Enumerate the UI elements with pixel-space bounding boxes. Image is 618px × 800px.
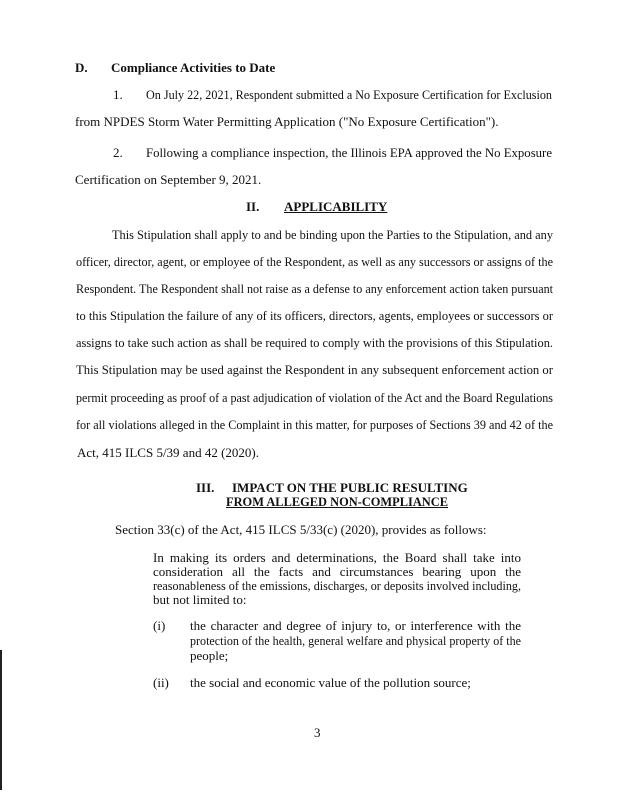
paragraph-line: Act, 415 ILCS 5/39 and 42 (2020). [77, 445, 259, 460]
quote-line: protection of the health, general welfare and physical property of the [190, 633, 521, 648]
paragraph-line: from NPDES Storm Water Permitting Application ("No Exposure Certification"). [75, 114, 499, 129]
paragraph-line: officer, director, agent, or employee of the Respondent, as well as any successors or assigns of the [76, 254, 553, 269]
quote-line: the character and degree of injury to, or interference with the [190, 618, 521, 633]
paragraph-line: Certification on September 9, 2021. [75, 172, 262, 187]
page-number: 3 [314, 725, 321, 740]
paragraph-line: for all violations alleged in the Complaint in this matter, for purposes of Sections 39 and 42 of the [76, 417, 553, 432]
paragraph-line: Section 33(c) of the Act, 415 ILCS 5/33(c) (2020), provides as follows: [115, 522, 487, 537]
quote-line: the social and economic value of the pollution source; [190, 675, 471, 690]
paragraph-line: On July 22, 2021, Respondent submitted a No Exposure Certification for Exclusion [146, 87, 552, 102]
section-heading: FROM ALLEGED NON-COMPLIANCE [226, 494, 448, 509]
paragraph-line: assigns to take such action as shall be required to comply with the provisions of this Stipulation. [76, 335, 553, 350]
section-heading: Compliance Activities to Date [111, 60, 276, 75]
scan-edge-mark [0, 650, 2, 790]
paragraph-line: Respondent. The Respondent shall not raise as a defense to any enforcement action taken pursuant [76, 281, 553, 296]
paragraph-line: to this Stipulation the failure of any of its officers, directors, agents, employees or successors or [76, 308, 553, 323]
item-number: 1. [113, 87, 123, 102]
quote-line: reasonableness of the emissions, discharges, or deposits involved including, [153, 578, 521, 593]
section-letter: D. [75, 60, 88, 75]
paragraph-line: This Stipulation shall apply to and be binding upon the Parties to the Stipulation, and any [112, 227, 553, 242]
section-heading: APPLICABILITY [284, 199, 388, 214]
quote-line: In making its orders and determinations, the Board shall take into [153, 550, 521, 565]
quote-line: but not limited to: [153, 592, 247, 607]
paragraph-line: This Stipulation may be used against the Respondent in any subsequent enforcement action or [76, 362, 553, 377]
paragraph-line: Following a compliance inspection, the Illinois EPA approved the No Exposure [146, 145, 552, 160]
item-number: 2. [113, 145, 123, 160]
quote-line: consideration all the facts and circumstances bearing upon the [153, 564, 521, 579]
item-number: (i) [153, 618, 166, 633]
section-numeral: II. [246, 199, 260, 214]
quote-line: people; [190, 648, 229, 663]
section-numeral: III. [196, 480, 215, 495]
paragraph-line: permit proceeding as proof of a past adjudication of violation of the Act and the Board Regulations [76, 390, 553, 405]
item-number: (ii) [153, 675, 169, 690]
section-heading: IMPACT ON THE PUBLIC RESULTING [232, 480, 468, 495]
